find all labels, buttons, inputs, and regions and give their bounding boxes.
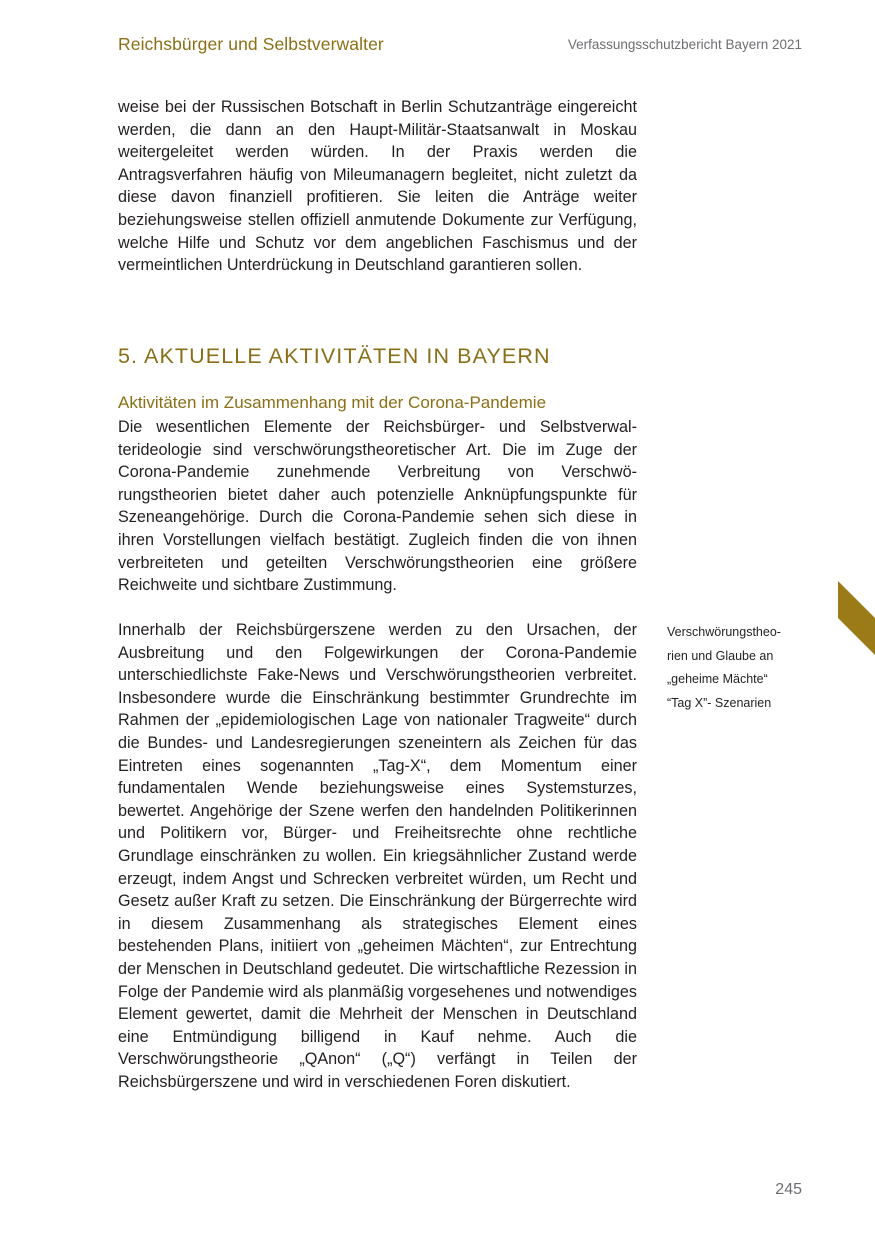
body-paragraph-2: Die wesentlichen Elemente der Reichsbürger- und Selbstverwalterideologie sind verschwörungstheoretischer Art. Die im Zuge der Corona-Pandemie zunehmende Verbreitung von Verschwörungstheorien bietet daher auch potenzielle Anknüpfungspunkte für Szeneangehörige. Durch die Corona-Pandemie sehen sich diese in ihren Vorstellungen vielfach bestätigt. Zugleich finden die von ihnen verbreiteten und geteilten Verschwörungstheorien eine größere Reichweite und sichtbare Zustimmung.	[118, 418, 637, 595]
margin-note-line: “Tag X”- Szenarien	[667, 695, 772, 710]
margin-note-line: Verschwörungstheo-	[667, 625, 781, 639]
chapter-thumb-tab	[838, 581, 875, 655]
body-paragraph-1: weise bei der Russischen Botschaft in Berlin Schutzanträge eingereicht werden, die dann an den Haupt-Militär-Staatsanwalt in Moskau weitergeleitet werden würden. In der Praxis werden die Antragsverfahren häufig von Mileumanagern begleitet, nicht zuletzt da diese davon finanziell profitieren. Sie leiten die Anträge weiter beziehungsweise stellen offiziell anmutende Dokumente zur Verfügung, welche Hilfe und Schutz vor dem angeblichen Faschismus und der vermeintlichen Unterdrückung in Deutschland garantieren sollen.	[118, 98, 637, 275]
section-heading: 5. AKTUELLE AKTIVITÄTEN IN BAYERN	[118, 344, 551, 368]
page-number: 245	[775, 1181, 802, 1198]
thumb-tab-shape	[838, 581, 875, 655]
margin-note-line: rien und Glaube an	[667, 648, 774, 663]
chapter-title: Reichsbürger und Selbstverwalter	[118, 34, 384, 54]
sub-heading: Aktivitäten im Zusammenhang mit der Corona-Pandemie	[118, 393, 547, 412]
margin-note-line: „geheime Mächte“	[667, 672, 768, 686]
report-title: Verfassungsschutzbericht Bayern 2021	[567, 37, 802, 52]
body-paragraph-3: Innerhalb der Reichsbürgerszene werden zu den Ursachen, der Ausbreitung und den Folgewirkungen der Corona-Pandemie unterschiedlichste Fake-News und Verschwörungstheorien verbreitet. Insbesondere wurde die Einschränkung bestimmter Grundrechte im Rahmen der „epidemiologischen Lage von nationaler Tragweite“ durch die Bundes- und Landesregierungen szeneintern als Zeichen für das Eintreten eines sogenannten „Tag-X“, dem Momentum einer fundamentalen Wende beziehungsweise eines Systemsturzes, bewertet. Angehörige der Szene werfen den handelnden Politikerinnen und Politikern vor, Bürger- und Freiheitsrechte ohne rechtliche Grundlage einschränken zu wollen. Ein kriegsähnlicher Zustand werde erzeugt, indem Angst und Schrecken verbreitet würden, um Recht und Gesetz außer Kraft zu setzen. Die Einschränkung der Bürgerrechte wird in diesem Zusammenhang als strategisches Element eines bestehenden Plans, initiiert von „geheimen Mächten“, zur Entrechtung der Menschen in Deutschland gedeutet. Die wirtschaftliche Rezession in Folge der Pandemie wird als planmäßig vorgesehenes und notwendiges Element gewertet, damit die Mehrheit der Menschen in Deutschland eine Entmündigung billigend in Kauf nehme. Auch die Verschwörungstheorie „QAnon“ („Q“) verfängt in Teilen der Reichsbürgerszene und wird in verschiedenen Foren diskutiert.	[118, 621, 637, 1091]
margin-note	[667, 621, 817, 715]
